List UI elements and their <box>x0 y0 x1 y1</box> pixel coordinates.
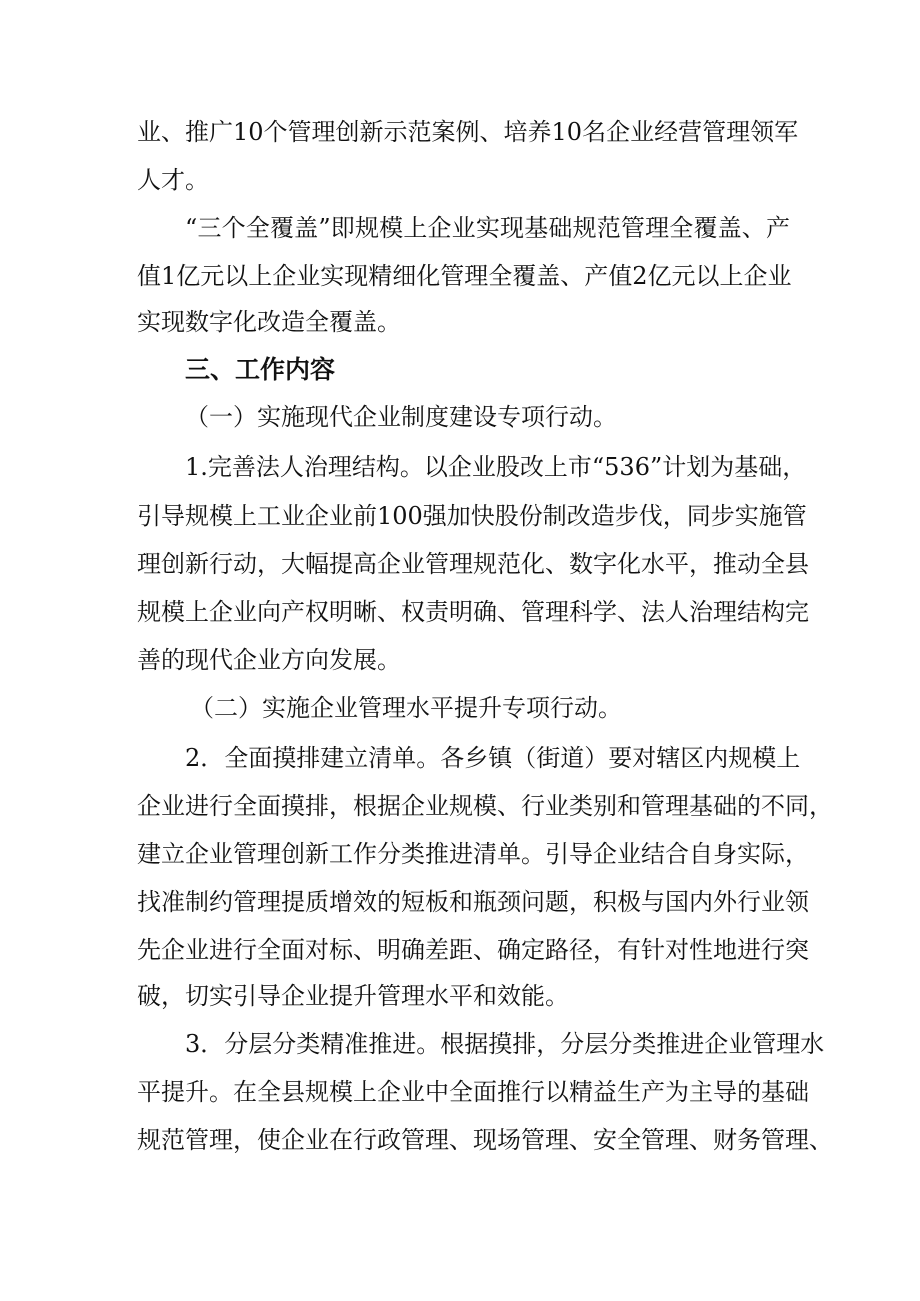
text-line: 规模上企业向产权明晰、权责明确、管理科学、法人治理结构完 <box>137 598 809 626</box>
subsection-heading: （一）实施现代企业制度建设专项行动。 <box>185 403 617 431</box>
text-line: 人才。 <box>137 166 209 194</box>
text-line: 实现数字化改造全覆盖。 <box>137 308 401 336</box>
text-line: 1.完善法人治理结构。以企业股改上市“536”计划为基础， <box>185 453 807 481</box>
text-line: 企业进行全面摸排，根据企业规模、行业类别和管理基础的不同， <box>137 792 833 820</box>
text-line: 先企业进行全面对标、明确差距、确定路径，有针对性地进行突 <box>137 936 809 964</box>
text-line: 理创新行动，大幅提高企业管理规范化、数字化水平，推动全县 <box>137 550 809 578</box>
text-line: 2．全面摸排建立清单。各乡镇（街道）要对辖区内规模上 <box>185 744 801 772</box>
text-line: 值1亿元以上企业实现精细化管理全覆盖、产值2亿元以上企业 <box>137 262 792 290</box>
text-line: 规范管理，使企业在行政管理、现场管理、安全管理、财务管理、 <box>137 1126 833 1154</box>
text-line: 破，切实引导企业提升管理水平和效能。 <box>137 982 569 1010</box>
text-line: “三个全覆盖”即规模上企业实现基础规范管理全覆盖、产 <box>185 214 790 242</box>
subsection-heading: （二）实施企业管理水平提升专项行动。 <box>190 694 622 722</box>
text-line: 建立企业管理创新工作分类推进清单。引导企业结合自身实际， <box>137 840 809 868</box>
section-heading: 三、工作内容 <box>185 355 336 384</box>
text-line: 业、推广10个管理创新示范案例、培养10名企业经营管理领军 <box>137 118 799 146</box>
text-line: 善的现代企业方向发展。 <box>137 646 401 674</box>
text-line: 3．分层分类精准推进。根据摸排，分层分类推进企业管理水 <box>185 1030 825 1058</box>
text-line: 引导规模上工业企业前100强加快股份制改造步伐，同步实施管 <box>137 502 807 530</box>
text-line: 找准制约管理提质增效的短板和瓶颈问题，积极与国内外行业领 <box>137 888 809 916</box>
text-line: 平提升。在全县规模上企业中全面推行以精益生产为主导的基础 <box>137 1078 809 1106</box>
